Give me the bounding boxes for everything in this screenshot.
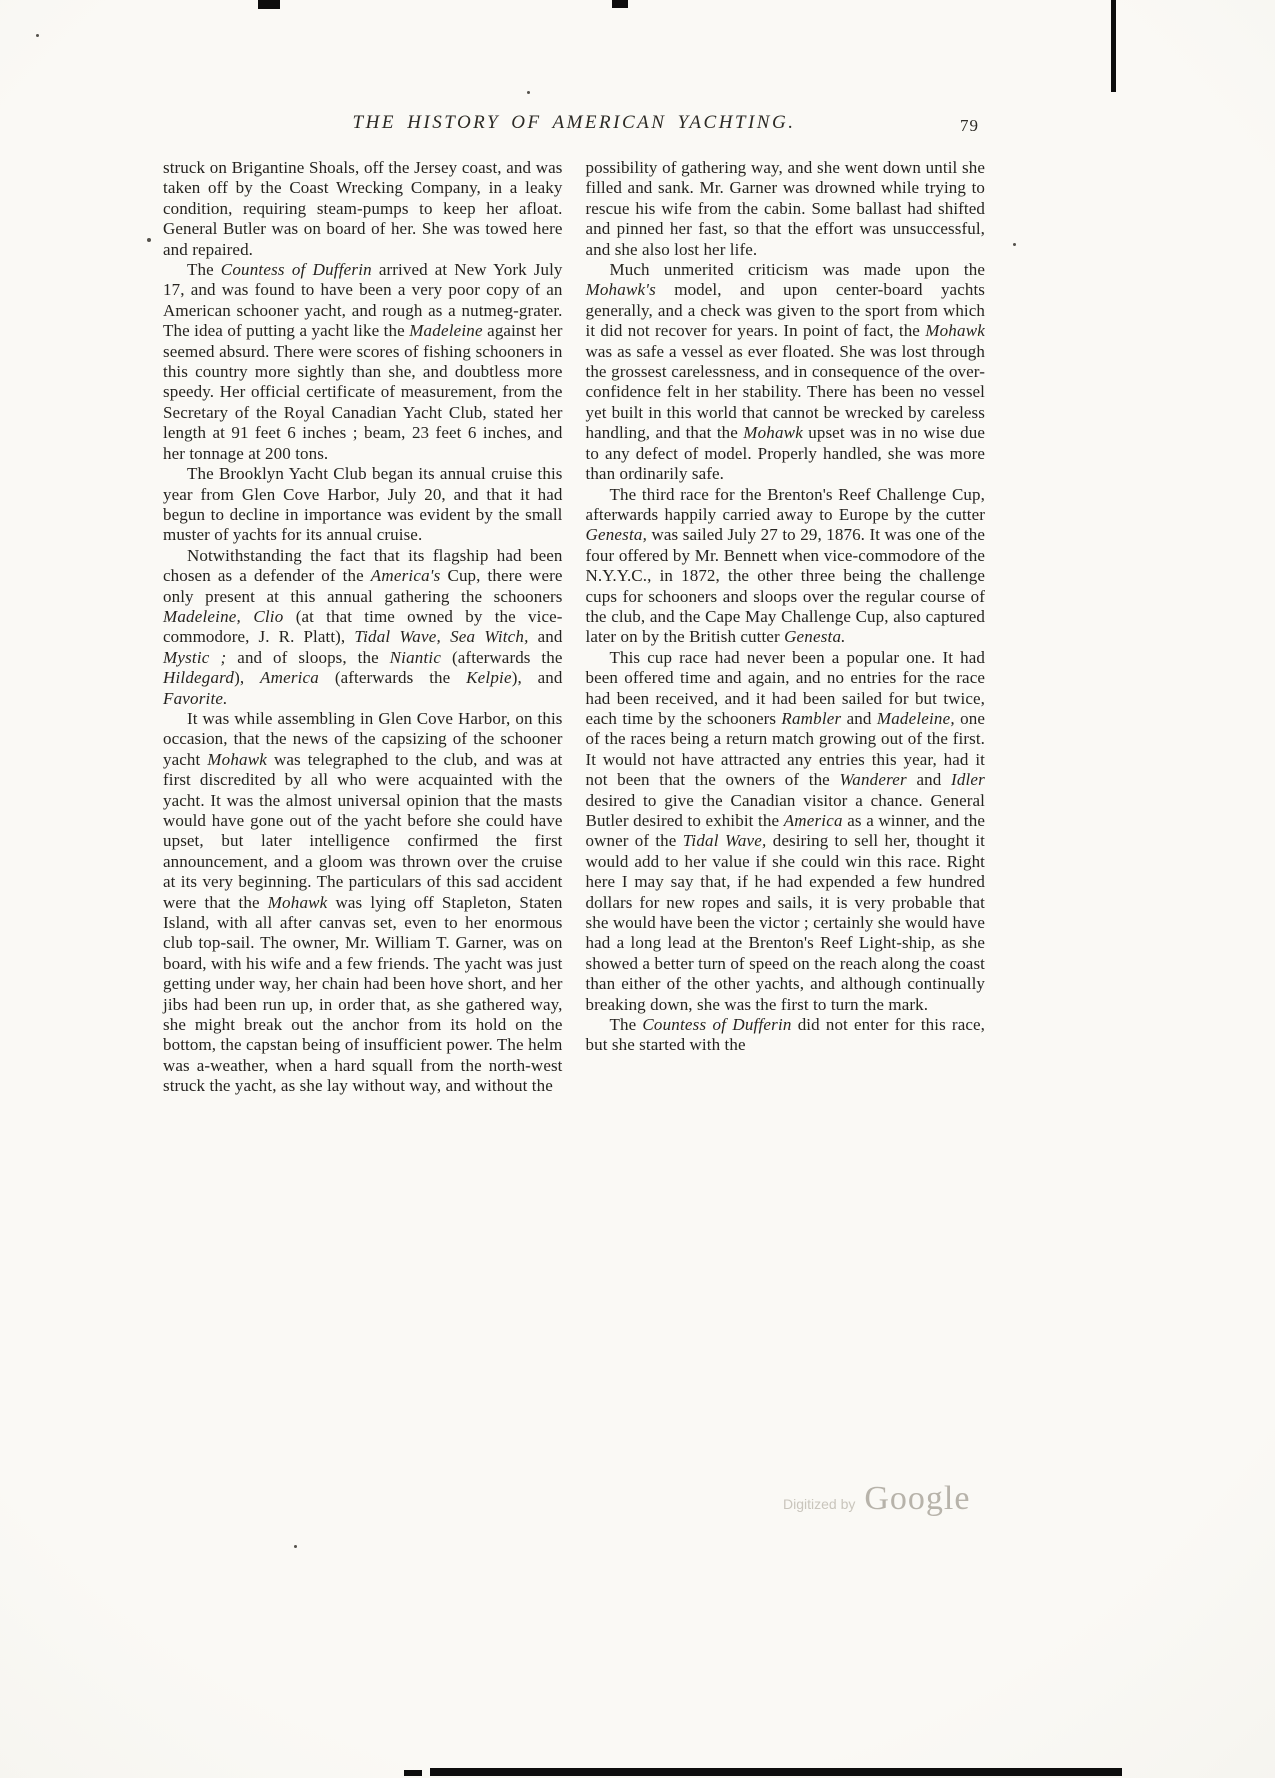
- paragraph: The Countess of Dufferin did not enter for this race, but she started with the: [585, 1015, 985, 1055]
- scan-artifact-top-tick-center: [612, 0, 628, 8]
- scan-artifact-bottom-nub: [404, 1770, 422, 1776]
- paragraph: The Countess of Dufferin arrived at New York July 17, and was found to have been a very poor copy of an American schooner yacht, and rough as a nutmeg-grater. The idea of putting a yacht like the Madeleine against her seemed absurd. There were scores of fishing schooners in this country more sightly than she, and doubtless more speedy. Her official certificate of measurement, from the Secretary of the Royal Canadian Yacht Club, stated her length at 91 feet 6 inches ; beam, 23 feet 6 inches, and her tonnage at 200 tons.: [163, 260, 563, 463]
- scan-speck: [1013, 243, 1016, 246]
- paragraph: Much unmerited criticism was made upon the Mohawk's model, and upon center-board yachts generally, and a check was given to the sport from which it did not recover for years. In point of fact, the Mohawk was as safe a vessel as ever floated. She was lost through the grossest carelessness, and in consequence of the over-confidence felt in her stability. There has been no vessel yet built in this world that cannot be wrecked by careless handling, and that the Mohawk upset was in no wise due to any defect of model. Properly handled, she was more than ordinarily safe.: [585, 260, 985, 484]
- paragraph: possibility of gathering way, and she went down until she filled and sank. Mr. Garner was drowned while trying to rescue his wife from the cabin. Some ballast had shifted and pinned her fast, so that the effort was unsuccessful, and she also lost her life.: [585, 158, 985, 259]
- scan-artifact-right-line: [1111, 0, 1116, 92]
- paragraph: The Brooklyn Yacht Club began its annual cruise this year from Glen Cove Harbor, July 20, and that it had begun to decline in importance was evident by the small muster of yachts for its annual cruise.: [163, 464, 563, 545]
- text-body: [163, 158, 985, 1097]
- scan-speck: [36, 34, 39, 37]
- scan-speck: [527, 91, 530, 94]
- text-column-left: [163, 158, 563, 1097]
- paragraph: struck on Brigantine Shoals, off the Jersey coast, and was taken off by the Coast Wrecking Company, in a leaky condition, requiring steam-pumps to keep her afloat. General Butler was on board of her. She was towed here and repaired.: [163, 158, 563, 259]
- scan-speck: [147, 238, 151, 242]
- scan-speck: [294, 1545, 297, 1548]
- text-column-right: [586, 158, 986, 1097]
- google-logo: Google: [864, 1480, 971, 1517]
- paragraph: Notwithstanding the fact that its flagship had been chosen as a defender of the America's Cup, there were only present at this annual gathering the schooners Madeleine, Clio (at that time owned by the vice-commodore, J. R. Platt), Tidal Wave, Sea Witch, and Mystic ; and of sloops, the Niantic (afterwards the Hildegard), America (afterwards the Kelpie), and Favorite.: [163, 545, 563, 708]
- page-header: [163, 112, 985, 142]
- watermark: [783, 1480, 970, 1518]
- paragraph: It was while assembling in Glen Cove Harbor, on this occasion, that the news of the capsizing of the schooner yacht Mohawk was telegraphed to the club, and was at first discredited by all who were acquainted with the yacht. It was the almost universal opinion that the masts would have gone out of the yacht before she could have upset, but later intelligence confirmed the first announcement, and a gloom was thrown over the cruise at its very beginning. The particulars of this sad accident were that the Mohawk was lying off Stapleton, Staten Island, with all after canvas set, even to her enormous club top-sail. The owner, Mr. William T. Garner, was on board, with his wife and a few friends. The yacht was just getting under way, her chain had been hove short, and her jibs had been run up, in order that, as she gathered way, she might break out the anchor from its hold on the bottom, the capstan being of insufficient power. The helm was a-weather, when a hard squall from the north-west struck the yacht, as she lay without way, and without the: [163, 708, 563, 1096]
- page-number: 79: [960, 116, 979, 135]
- watermark-prefix-text: Digitized by: [783, 1496, 856, 1512]
- scan-artifact-bottom-bar: [430, 1768, 1122, 1776]
- running-title: THE HISTORY OF AMERICAN YACHTING.: [352, 112, 796, 133]
- paragraph: The third race for the Brenton's Reef Challenge Cup, afterwards happily carried away to Europe by the cutter Genesta, was sailed July 27 to 29, 1876. It was one of the four offered by Mr. Bennett when vice-commodore of the N.Y.Y.C., in 1872, the other three being the challenge cups for schooners and sloops over the regular course of the club, and the Cape May Challenge Cup, also captured later on by the British cutter Genesta.: [585, 484, 985, 647]
- scan-artifact-top-tick-left: [258, 0, 280, 9]
- paragraph: This cup race had never been a popular one. It had been offered time and again, and no entries for the race had been received, and it had been sailed for but twice, each time by the schooners Rambler and Madeleine, one of the races being a return match growing out of the first. It would not have attracted any entries this year, had it not been that the owners of the Wanderer and Idler desired to give the Canadian visitor a chance. General Butler desired to exhibit the America as a winner, and the owner of the Tidal Wave, desiring to sell her, thought it would add to her value if she could win this race. Right here I may say that, if he had expended a few hundred dollars for new ropes and sails, it is very probable that she would have been the victor ; certainly she would have had a long lead at the Brenton's Reef Light-ship, as she showed a better turn of speed on the reach along the coast than either of the other yachts, and although continually breaking down, she was the first to turn the mark.: [585, 647, 985, 1014]
